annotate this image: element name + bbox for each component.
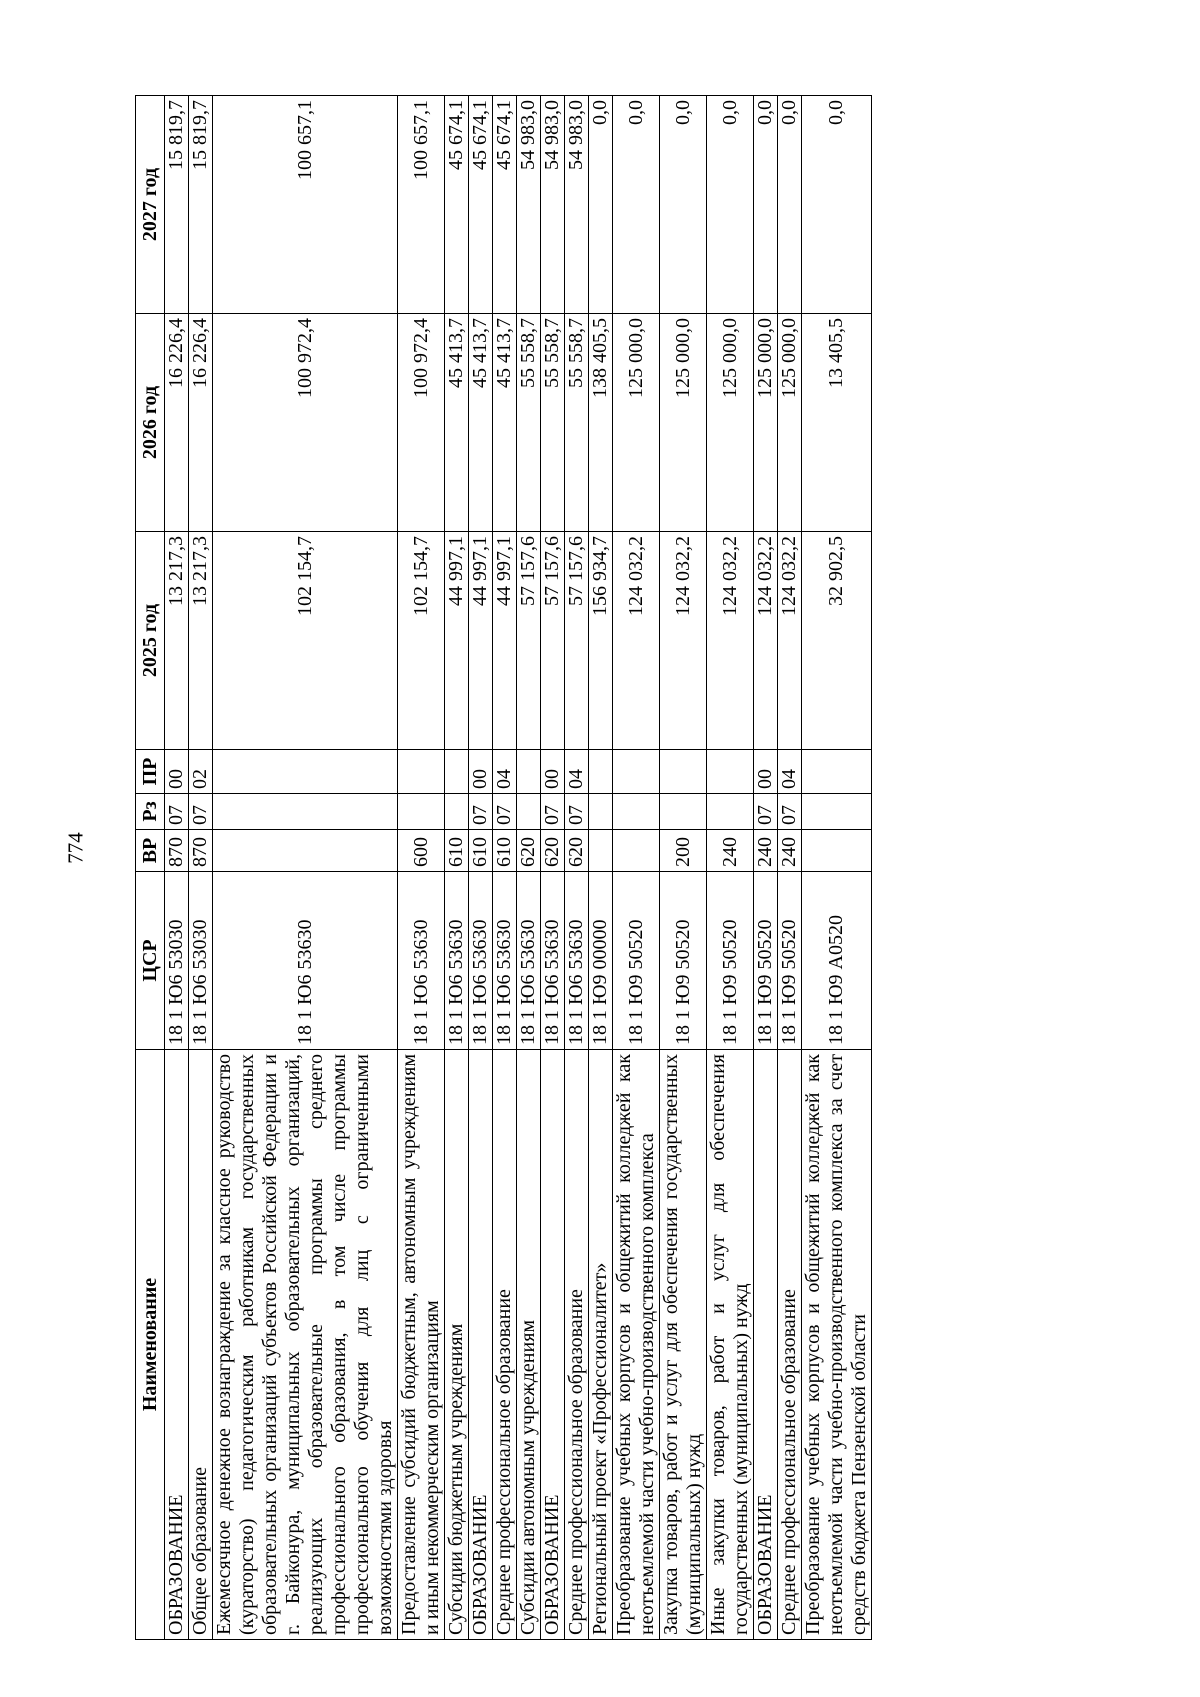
cell-2025: 156 934,7	[589, 532, 613, 750]
cell-2026: 16 226,4	[189, 314, 213, 532]
cell-2026: 55 558,7	[517, 314, 541, 532]
cell-csr: 18 1 Ю9 50520	[778, 872, 802, 1050]
cell-pr: 04	[778, 750, 802, 794]
header-vr: ВР	[136, 830, 165, 872]
cell-vr: 620	[517, 830, 541, 872]
table-row	[754, 96, 778, 1640]
cell-2027: 0,0	[754, 96, 778, 314]
header-name: Наименование	[136, 1050, 165, 1640]
table-row	[189, 96, 213, 1640]
table-row	[445, 96, 469, 1640]
cell-rz	[660, 794, 707, 830]
cell-2026: 100 972,4	[398, 314, 445, 532]
cell-pr: 04	[565, 750, 589, 794]
cell-2025: 124 032,2	[707, 532, 754, 750]
cell-2026: 138 405,5	[589, 314, 613, 532]
cell-rz	[589, 794, 613, 830]
cell-csr: 18 1 Ю6 53630	[398, 872, 445, 1050]
cell-vr: 620	[565, 830, 589, 872]
cell-vr	[613, 830, 660, 872]
cell-name: Преобразование учебных корпусов и общежитий колледжей как неотъемлемой части учебно-производственного комплекса	[613, 1050, 660, 1640]
cell-rz	[213, 794, 398, 830]
cell-rz	[445, 794, 469, 830]
cell-2026: 125 000,0	[613, 314, 660, 532]
cell-2026: 45 413,7	[445, 314, 469, 532]
cell-vr	[589, 830, 613, 872]
cell-csr: 18 1 Ю9 50520	[707, 872, 754, 1050]
cell-rz: 07	[493, 794, 517, 830]
cell-2027: 54 983,0	[541, 96, 565, 314]
cell-csr: 18 1 Ю6 53630	[517, 872, 541, 1050]
cell-vr: 620	[541, 830, 565, 872]
cell-2025: 44 997,1	[445, 532, 469, 750]
cell-vr: 610	[445, 830, 469, 872]
cell-2025: 102 154,7	[213, 532, 398, 750]
cell-vr: 200	[660, 830, 707, 872]
cell-rz	[707, 794, 754, 830]
page-number: 774	[63, 832, 88, 864]
cell-pr	[802, 750, 872, 794]
cell-csr: 18 1 Ю6 53030	[165, 872, 189, 1050]
table-row	[589, 96, 613, 1640]
cell-2025: 124 032,2	[613, 532, 660, 750]
cell-pr: 02	[189, 750, 213, 794]
cell-rz	[517, 794, 541, 830]
cell-vr: 870	[189, 830, 213, 872]
cell-csr: 18 1 Ю9 00000	[589, 872, 613, 1050]
cell-name: Предоставление субсидий бюджетным, автономным учреждениям и иным некоммерческим организациям	[398, 1050, 445, 1640]
cell-name: Среднее профессиональное образование	[778, 1050, 802, 1640]
cell-csr: 18 1 Ю6 53630	[493, 872, 517, 1050]
cell-name: Региональный проект «Профессионалитет»	[589, 1050, 613, 1640]
header-2026: 2026 год	[136, 314, 165, 532]
cell-pr: 00	[469, 750, 493, 794]
cell-2025: 124 032,2	[778, 532, 802, 750]
cell-csr: 18 1 Ю9 50520	[754, 872, 778, 1050]
cell-2026: 100 972,4	[213, 314, 398, 532]
budget-table-container	[135, 95, 1047, 1640]
table-row	[493, 96, 517, 1640]
table-row	[213, 96, 398, 1640]
cell-2027: 0,0	[707, 96, 754, 314]
cell-csr: 18 1 Ю9 А0520	[802, 872, 872, 1050]
cell-2027: 100 657,1	[398, 96, 445, 314]
cell-csr: 18 1 Ю9 50520	[613, 872, 660, 1050]
cell-2027: 0,0	[613, 96, 660, 314]
cell-name: ОБРАЗОВАНИЕ	[165, 1050, 189, 1640]
table-row	[565, 96, 589, 1640]
cell-rz: 07	[189, 794, 213, 830]
table-row	[398, 96, 445, 1640]
cell-2025: 57 157,6	[541, 532, 565, 750]
cell-name: Среднее профессиональное образование	[565, 1050, 589, 1640]
cell-rz: 07	[165, 794, 189, 830]
cell-2025: 13 217,3	[189, 532, 213, 750]
cell-name: Среднее профессиональное образование	[493, 1050, 517, 1640]
cell-vr: 240	[778, 830, 802, 872]
cell-2027: 0,0	[660, 96, 707, 314]
cell-vr: 240	[754, 830, 778, 872]
cell-pr	[589, 750, 613, 794]
cell-rz: 07	[754, 794, 778, 830]
cell-vr: 610	[469, 830, 493, 872]
cell-pr: 00	[754, 750, 778, 794]
header-rz: Рз	[136, 794, 165, 830]
table-row	[778, 96, 802, 1640]
cell-vr	[213, 830, 398, 872]
cell-2027: 0,0	[778, 96, 802, 314]
cell-2025: 102 154,7	[398, 532, 445, 750]
cell-csr: 18 1 Ю6 53630	[213, 872, 398, 1050]
cell-vr: 610	[493, 830, 517, 872]
cell-vr: 240	[707, 830, 754, 872]
cell-2027: 45 674,1	[445, 96, 469, 314]
cell-2026: 13 405,5	[802, 314, 872, 532]
cell-2026: 45 413,7	[493, 314, 517, 532]
table-body	[165, 96, 872, 1640]
cell-pr: 00	[541, 750, 565, 794]
cell-2026: 16 226,4	[165, 314, 189, 532]
cell-vr: 870	[165, 830, 189, 872]
cell-2025: 44 997,1	[469, 532, 493, 750]
cell-2027: 45 674,1	[469, 96, 493, 314]
cell-2027: 100 657,1	[213, 96, 398, 314]
cell-csr: 18 1 Ю6 53030	[189, 872, 213, 1050]
cell-name: Закупка товаров, работ и услуг для обеспечения государственных (муниципальных) нужд	[660, 1050, 707, 1640]
cell-2026: 125 000,0	[660, 314, 707, 532]
table-row	[660, 96, 707, 1640]
cell-name: ОБРАЗОВАНИЕ	[541, 1050, 565, 1640]
cell-pr	[517, 750, 541, 794]
cell-2027: 0,0	[802, 96, 872, 314]
cell-pr: 04	[493, 750, 517, 794]
table-row	[613, 96, 660, 1640]
budget-table	[135, 95, 872, 1640]
cell-2026: 55 558,7	[565, 314, 589, 532]
cell-name: Иные закупки товаров, работ и услуг для обеспечения государственных (муниципальных) нужд	[707, 1050, 754, 1640]
cell-csr: 18 1 Ю6 53630	[541, 872, 565, 1050]
cell-2027: 0,0	[589, 96, 613, 314]
cell-csr: 18 1 Ю9 50520	[660, 872, 707, 1050]
cell-pr	[213, 750, 398, 794]
cell-2025: 124 032,2	[660, 532, 707, 750]
cell-csr: 18 1 Ю6 53630	[565, 872, 589, 1050]
cell-name: Общее образование	[189, 1050, 213, 1640]
cell-pr: 00	[165, 750, 189, 794]
header-2025: 2025 год	[136, 532, 165, 750]
table-row	[517, 96, 541, 1640]
cell-2026: 125 000,0	[707, 314, 754, 532]
cell-vr: 600	[398, 830, 445, 872]
cell-rz	[398, 794, 445, 830]
cell-name: ОБРАЗОВАНИЕ	[754, 1050, 778, 1640]
header-2027: 2027 год	[136, 96, 165, 314]
cell-2027: 45 674,1	[493, 96, 517, 314]
header-csr: ЦСР	[136, 872, 165, 1050]
cell-rz	[802, 794, 872, 830]
cell-2027: 15 819,7	[165, 96, 189, 314]
cell-2026: 45 413,7	[469, 314, 493, 532]
cell-rz: 07	[565, 794, 589, 830]
header-pr: ПР	[136, 750, 165, 794]
cell-name: Преобразование учебных корпусов и общежитий колледжей как неотъемлемой части учебно-производственного комплекса за счет средств бюджета Пензенской области	[802, 1050, 872, 1640]
cell-2025: 32 902,5	[802, 532, 872, 750]
cell-name: Ежемесячное денежное вознаграждение за классное руководство (кураторство) педагогическим работникам государственных образовательных организаций субъектов Российской Федерации и г. Байконура, муниципальных образовательных организаций, реализующих образовательные программы среднего профессионального образования, в том числе программы профессионального обучения для лиц с ограниченными возможностями здоровья	[213, 1050, 398, 1640]
table-row	[165, 96, 189, 1640]
cell-2026: 55 558,7	[541, 314, 565, 532]
cell-rz: 07	[778, 794, 802, 830]
cell-pr	[660, 750, 707, 794]
table-row	[802, 96, 872, 1640]
cell-csr: 18 1 Ю6 53630	[445, 872, 469, 1050]
table-row	[707, 96, 754, 1640]
cell-2027: 54 983,0	[517, 96, 541, 314]
cell-2025: 44 997,1	[493, 532, 517, 750]
cell-rz: 07	[469, 794, 493, 830]
cell-2025: 57 157,6	[517, 532, 541, 750]
cell-pr	[398, 750, 445, 794]
cell-2025: 13 217,3	[165, 532, 189, 750]
cell-2026: 125 000,0	[778, 314, 802, 532]
cell-pr	[445, 750, 469, 794]
cell-2025: 57 157,6	[565, 532, 589, 750]
cell-csr: 18 1 Ю6 53630	[469, 872, 493, 1050]
cell-pr	[707, 750, 754, 794]
cell-rz	[613, 794, 660, 830]
cell-2026: 125 000,0	[754, 314, 778, 532]
cell-pr	[613, 750, 660, 794]
cell-2027: 15 819,7	[189, 96, 213, 314]
table-header-row	[136, 96, 165, 1640]
cell-name: ОБРАЗОВАНИЕ	[469, 1050, 493, 1640]
cell-name: Субсидии автономным учреждениям	[517, 1050, 541, 1640]
cell-2025: 124 032,2	[754, 532, 778, 750]
cell-name: Субсидии бюджетным учреждениям	[445, 1050, 469, 1640]
cell-vr	[802, 830, 872, 872]
table-row	[541, 96, 565, 1640]
cell-2027: 54 983,0	[565, 96, 589, 314]
cell-rz: 07	[541, 794, 565, 830]
table-row	[469, 96, 493, 1640]
